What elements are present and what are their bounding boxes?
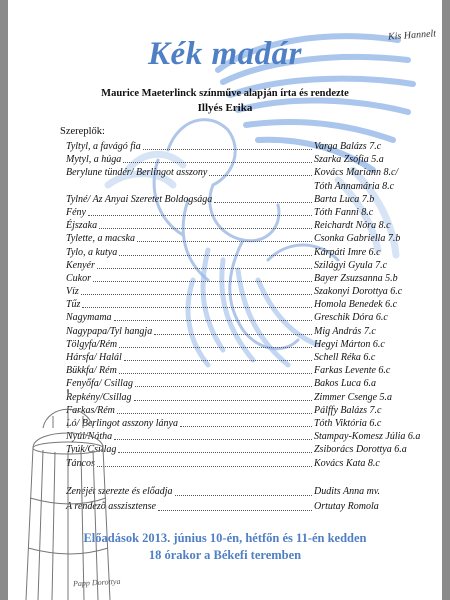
role-name: Ló/ Berlingot asszony lánya bbox=[66, 417, 178, 429]
role-name: Kenyér bbox=[66, 259, 95, 271]
actor-name: Szarka Zsófia 5.a bbox=[314, 154, 384, 166]
cage-signature: Papp Dorottya bbox=[72, 576, 121, 589]
role-name: Tylette, a macska bbox=[66, 233, 135, 245]
role-name: Cukor bbox=[66, 272, 91, 284]
cast-row bbox=[66, 298, 426, 311]
role-name: Tyúk/Csillag bbox=[66, 444, 117, 456]
actor-name: Tóth Fanni 8.c bbox=[314, 206, 374, 218]
dot-leader bbox=[175, 495, 312, 496]
role-name: Hársfa/ Halál bbox=[66, 352, 122, 363]
birdcage-illustration bbox=[8, 388, 128, 600]
dot-leader bbox=[88, 215, 312, 216]
dot-leader bbox=[209, 175, 312, 176]
actor-name: Dudits Anna mv. bbox=[314, 486, 381, 497]
cast-row bbox=[66, 364, 426, 377]
dot-leader bbox=[123, 162, 312, 163]
actor-name: Homola Benedek 6.c bbox=[314, 299, 398, 311]
actor-name: Reichardt Nóra 8.c bbox=[314, 220, 391, 232]
actor-name: Tóth Annamária 8.c bbox=[314, 180, 395, 192]
actor-name: Varga Balázs 7.c bbox=[314, 141, 382, 152]
dot-leader bbox=[97, 268, 312, 269]
cast-row bbox=[66, 180, 426, 193]
actor-name: Farkas Levente 6.c bbox=[314, 365, 391, 377]
role-name: Fenyőfa/ Csillag bbox=[66, 378, 133, 390]
poster-page bbox=[8, 0, 442, 600]
role-name: Tűz bbox=[66, 299, 81, 311]
poster-subtitle: Maurice Maeterlinck színműve alapján írta és rendezte bbox=[101, 88, 349, 99]
dot-leader bbox=[137, 241, 312, 242]
actor-name: Bayer Zsuzsanna 5.b bbox=[314, 272, 398, 284]
poster-title: Kék madár bbox=[148, 36, 302, 72]
actor-name: Szilágyi Gyula 7.c bbox=[314, 259, 388, 271]
dot-leader bbox=[119, 255, 312, 256]
role-name: Víz bbox=[66, 286, 79, 298]
actor-name: Greschik Dóra 6.c bbox=[314, 312, 388, 324]
dot-leader bbox=[124, 360, 312, 361]
actor-name: Mig András 7.c bbox=[314, 325, 376, 337]
cast-row bbox=[66, 166, 426, 179]
dot-leader bbox=[117, 413, 312, 414]
dot-leader bbox=[134, 400, 312, 401]
role-name: Tylné/ Az Anyai Szeretet Boldogsága bbox=[66, 193, 213, 205]
cast-row bbox=[66, 311, 426, 324]
cast-row bbox=[66, 351, 426, 364]
dot-leader bbox=[119, 373, 312, 374]
dot-leader bbox=[114, 320, 312, 321]
cast-row bbox=[66, 272, 426, 285]
role-name: Mytyl, a húga bbox=[66, 154, 122, 166]
dot-leader bbox=[143, 149, 312, 150]
dot-leader bbox=[93, 281, 312, 282]
actor-name: Csonka Gabriella 7.b bbox=[314, 233, 401, 245]
actor-name: Kovács Kata 8.c bbox=[314, 457, 380, 469]
dot-leader bbox=[135, 386, 312, 387]
artist-signature: Kis Hannelt bbox=[387, 28, 437, 43]
cast-row bbox=[66, 246, 426, 259]
dot-leader bbox=[180, 426, 312, 427]
actor-name: Bakos Luca 6.a bbox=[314, 378, 376, 390]
actor-name: Tóth Viktória 6.c bbox=[314, 417, 382, 429]
dot-leader bbox=[119, 347, 312, 348]
actor-name: Hegyi Márton 6.c bbox=[314, 338, 385, 350]
actor-name: Ortutay Romola bbox=[314, 501, 379, 512]
role-name: Tylo, a kutya bbox=[66, 246, 118, 258]
actor-name: Barta Luca 7.b bbox=[314, 193, 375, 205]
actor-name: Zimmer Csenge 5.a bbox=[314, 391, 393, 403]
role-name: Berylune tündér/ Berlingot asszony bbox=[66, 167, 208, 179]
actor-name: Pálffy Balázs 7.c bbox=[314, 404, 382, 416]
role-name: Repkény/Csillag bbox=[66, 391, 132, 403]
role-name: Fény bbox=[66, 206, 86, 218]
role-name: Nagymama bbox=[66, 312, 112, 324]
role-name: Bükkfa/ Rém bbox=[66, 365, 117, 377]
performance-venue: 18 órakor a Békefi teremben bbox=[148, 548, 302, 562]
role-name: Tyltyl, a favágó fia bbox=[66, 141, 141, 152]
cast-row bbox=[66, 153, 426, 166]
actor-name: Kovács Mariann 8.c/ bbox=[314, 167, 399, 179]
cast-heading: Szereplők: bbox=[60, 126, 105, 137]
cast-row bbox=[66, 206, 426, 219]
dot-leader bbox=[154, 334, 312, 335]
dot-leader bbox=[158, 510, 312, 511]
poster-author: Illyés Erika bbox=[197, 102, 253, 114]
actor-name: Schell Réka 6.c bbox=[314, 352, 376, 363]
role-name: Nagypapa/Tyl hangja bbox=[66, 325, 153, 337]
cast-row bbox=[66, 259, 426, 272]
dot-leader bbox=[97, 466, 312, 467]
actor-name: Szakonyi Dorottya 6.c bbox=[314, 286, 403, 298]
actor-name: Kárpáti Imre 6.c bbox=[314, 246, 381, 258]
cast-row bbox=[66, 193, 426, 206]
dot-leader bbox=[114, 439, 312, 440]
dot-leader bbox=[214, 202, 312, 203]
dot-leader bbox=[118, 452, 312, 453]
role-name: A rendező asszisztense bbox=[66, 501, 156, 512]
role-name: Farkas/Rém bbox=[66, 404, 115, 416]
cast-row bbox=[66, 219, 426, 232]
cast-row bbox=[66, 140, 426, 153]
cast-row bbox=[66, 232, 426, 245]
dot-leader bbox=[99, 228, 312, 229]
actor-name: Stampay-Komesz Júlia 6.a bbox=[314, 431, 421, 443]
cast-row bbox=[66, 285, 426, 298]
dot-leader bbox=[81, 294, 312, 295]
role-name: Táncos bbox=[66, 457, 95, 469]
role-name: Nyúl/Nátha bbox=[66, 431, 113, 443]
role-name: Tölgyfa/Rém bbox=[66, 338, 118, 350]
dot-leader bbox=[82, 307, 312, 308]
role-name: Éjszaka bbox=[66, 220, 98, 232]
cast-row bbox=[66, 338, 426, 351]
role-name: Zenéjét szerezte és előadja bbox=[66, 486, 173, 497]
actor-name: Zsiborács Dorottya 6.a bbox=[314, 444, 407, 456]
cast-row bbox=[66, 325, 426, 338]
performance-dates: Előadások 2013. június 10-én, hétfőn és 11-én kedden bbox=[83, 531, 367, 545]
